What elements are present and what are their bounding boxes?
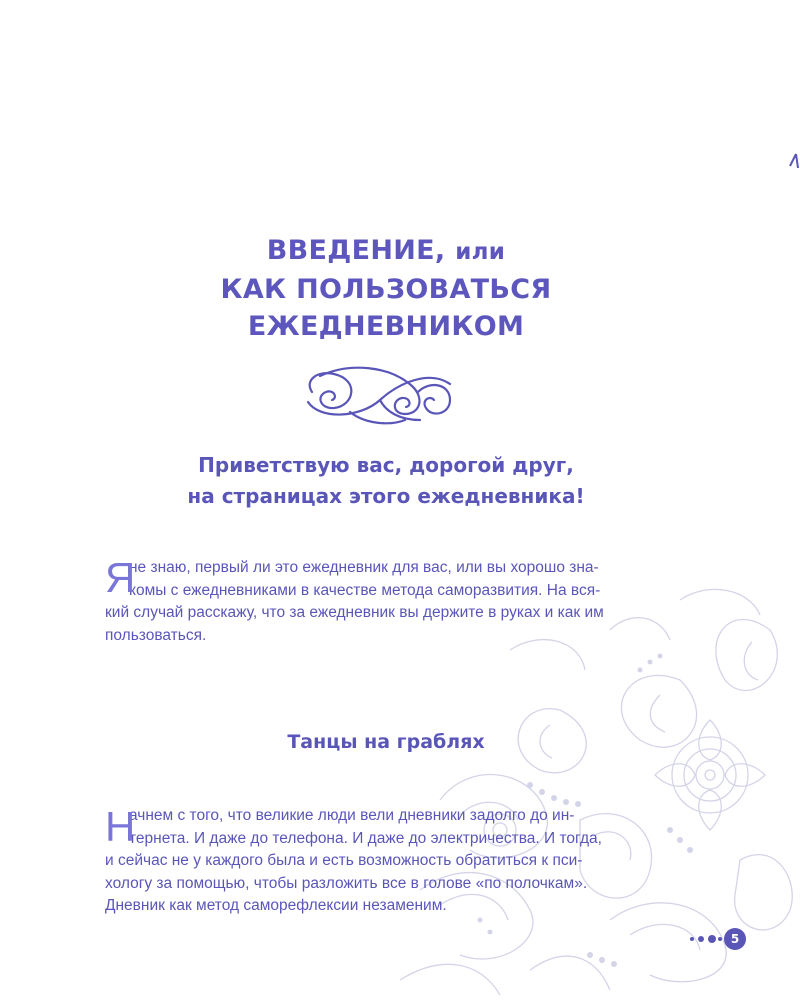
intro-line-2: комы с ежедневниками в качестве метода саморазвития. На вся- bbox=[129, 581, 601, 599]
page-number bbox=[688, 928, 750, 952]
intro-line-3: кий случай расскажу, что за ежедневник вы держите в руках и как им bbox=[105, 604, 604, 621]
section-line-2: тернета. И даже до телефона. И даже до электричества. И тогда, bbox=[129, 829, 602, 847]
corner-ornament-icon bbox=[782, 150, 800, 170]
greeting-line-2: на страницах этого ежедневника! bbox=[187, 484, 585, 508]
page-title bbox=[110, 232, 662, 345]
section-heading: Танцы на граблях bbox=[287, 731, 485, 753]
intro-drop-cap: Я bbox=[105, 554, 136, 601]
page-dot-icon bbox=[698, 936, 704, 942]
title-line-2: КАК ПОЛЬЗОВАТЬСЯ bbox=[220, 274, 552, 305]
intro-line-1: не знаю, первый ли это ежедневник для вас, или вы хорошо зна- bbox=[129, 559, 599, 576]
intro-paragraph bbox=[105, 554, 670, 647]
page-dot-icon bbox=[690, 937, 694, 941]
section-line-3: и сейчас не у каждого была и есть возможность обратиться к пси- bbox=[105, 852, 583, 869]
section-line-5: Дневник как метод саморефлексии незаменим. bbox=[105, 897, 447, 914]
title-line-3: ЕЖЕДНЕВНИКОМ bbox=[247, 311, 525, 342]
greeting-line-1: Приветствую вас, дорогой друг, bbox=[198, 453, 574, 477]
page-number-label: 5 bbox=[724, 928, 746, 950]
intro-line-4: пользоваться. bbox=[105, 626, 207, 644]
title-line-1: ВВЕДЕНИЕ, или bbox=[266, 235, 506, 266]
greeting-heading bbox=[80, 450, 692, 512]
section-line-1: ачнем с того, что великие люди вели дневники задолго до ин- bbox=[129, 807, 575, 824]
section-paragraph bbox=[105, 805, 670, 918]
page-dot-icon bbox=[708, 935, 716, 943]
section-line-4: хологу за помощью, чтобы разложить все в голове «по полочкам». bbox=[105, 874, 588, 892]
section-drop-cap: Н bbox=[105, 803, 136, 850]
flourish-ornament-icon bbox=[290, 362, 465, 430]
page-dot-icon bbox=[718, 937, 722, 941]
